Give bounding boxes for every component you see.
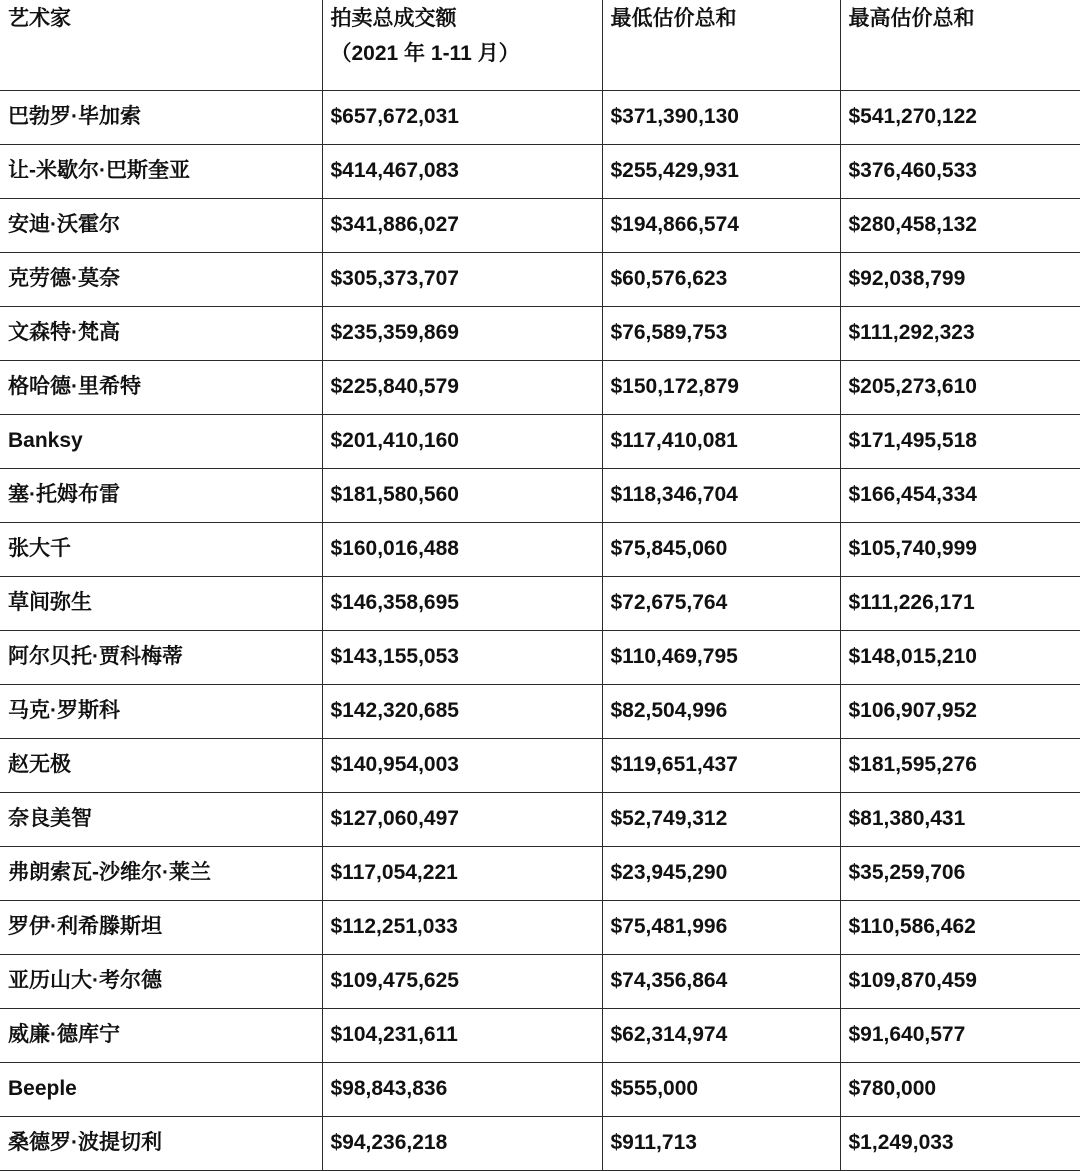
table-row (0, 739, 1080, 793)
cell-low-estimate: $52,749,312 (602, 793, 840, 847)
cell-high-estimate: $106,907,952 (840, 685, 1080, 739)
cell-artist: 弗朗索瓦-沙维尔·莱兰 (0, 847, 322, 901)
cell-total: $143,155,053 (322, 631, 602, 685)
cell-low-estimate: $150,172,879 (602, 361, 840, 415)
cell-high-estimate: $181,595,276 (840, 739, 1080, 793)
cell-low-estimate: $118,346,704 (602, 469, 840, 523)
cell-total: $235,359,869 (322, 307, 602, 361)
cell-low-estimate: $74,356,864 (602, 955, 840, 1009)
cell-high-estimate: $171,495,518 (840, 415, 1080, 469)
cell-total: $181,580,560 (322, 469, 602, 523)
cell-high-estimate: $205,273,610 (840, 361, 1080, 415)
cell-artist: 桑德罗·波提切利 (0, 1117, 322, 1171)
cell-total: $305,373,707 (322, 253, 602, 307)
column-header-high-estimate (840, 0, 1080, 91)
cell-low-estimate: $23,945,290 (602, 847, 840, 901)
column-header-total (322, 0, 602, 91)
cell-high-estimate: $780,000 (840, 1063, 1080, 1117)
cell-total: $225,840,579 (322, 361, 602, 415)
cell-low-estimate: $194,866,574 (602, 199, 840, 253)
cell-high-estimate: $109,870,459 (840, 955, 1080, 1009)
table-body (0, 91, 1080, 1171)
cell-total: $142,320,685 (322, 685, 602, 739)
cell-high-estimate: $376,460,533 (840, 145, 1080, 199)
cell-artist: 亚历山大·考尔德 (0, 955, 322, 1009)
table-row (0, 1009, 1080, 1063)
cell-high-estimate: $111,292,323 (840, 307, 1080, 361)
cell-total: $104,231,611 (322, 1009, 602, 1063)
cell-artist: 赵无极 (0, 739, 322, 793)
cell-high-estimate: $1,249,033 (840, 1117, 1080, 1171)
table-row (0, 145, 1080, 199)
cell-high-estimate: $111,226,171 (840, 577, 1080, 631)
table-row (0, 685, 1080, 739)
cell-total: $112,251,033 (322, 901, 602, 955)
column-header-artist-line-1: 艺术家 (8, 7, 71, 30)
cell-total: $94,236,218 (322, 1117, 602, 1171)
column-header-low-estimate (602, 0, 840, 91)
cell-total: $146,358,695 (322, 577, 602, 631)
cell-high-estimate: $92,038,799 (840, 253, 1080, 307)
column-header-artist (0, 0, 322, 91)
cell-low-estimate: $72,675,764 (602, 577, 840, 631)
cell-low-estimate: $119,651,437 (602, 739, 840, 793)
cell-low-estimate: $82,504,996 (602, 685, 840, 739)
table-row (0, 955, 1080, 1009)
cell-low-estimate: $911,713 (602, 1117, 840, 1171)
cell-high-estimate: $280,458,132 (840, 199, 1080, 253)
cell-low-estimate: $117,410,081 (602, 415, 840, 469)
cell-low-estimate: $62,314,974 (602, 1009, 840, 1063)
table-row (0, 361, 1080, 415)
table-row (0, 577, 1080, 631)
cell-total: $341,886,027 (322, 199, 602, 253)
cell-low-estimate: $75,845,060 (602, 523, 840, 577)
cell-artist: 格哈德·里希特 (0, 361, 322, 415)
table-row (0, 631, 1080, 685)
cell-artist: Banksy (0, 415, 322, 469)
cell-artist: 罗伊·利希滕斯坦 (0, 901, 322, 955)
cell-artist: 文森特·梵高 (0, 307, 322, 361)
column-header-high-estimate-line-1: 最高估价总和 (848, 7, 975, 30)
cell-artist: 草间弥生 (0, 577, 322, 631)
table-header (0, 0, 1080, 91)
cell-total: $109,475,625 (322, 955, 602, 1009)
table-row (0, 307, 1080, 361)
table-row (0, 523, 1080, 577)
column-header-total-line-2: （2021 年 1-11 月） (330, 41, 520, 65)
cell-artist: 塞·托姆布雷 (0, 469, 322, 523)
table-row (0, 1117, 1080, 1171)
cell-low-estimate: $555,000 (602, 1063, 840, 1117)
cell-low-estimate: $76,589,753 (602, 307, 840, 361)
cell-artist: 张大千 (0, 523, 322, 577)
cell-total: $160,016,488 (322, 523, 602, 577)
cell-total: $140,954,003 (322, 739, 602, 793)
cell-artist: 威廉·德库宁 (0, 1009, 322, 1063)
cell-high-estimate: $541,270,122 (840, 91, 1080, 145)
cell-artist: Beeple (0, 1063, 322, 1117)
cell-total: $201,410,160 (322, 415, 602, 469)
cell-artist: 马克·罗斯科 (0, 685, 322, 739)
cell-high-estimate: $91,640,577 (840, 1009, 1080, 1063)
cell-high-estimate: $35,259,706 (840, 847, 1080, 901)
cell-low-estimate: $110,469,795 (602, 631, 840, 685)
cell-high-estimate: $81,380,431 (840, 793, 1080, 847)
table-row (0, 847, 1080, 901)
cell-low-estimate: $75,481,996 (602, 901, 840, 955)
cell-total: $117,054,221 (322, 847, 602, 901)
table-row (0, 199, 1080, 253)
table-header-row (0, 0, 1080, 91)
cell-artist: 巴勃罗·毕加索 (0, 91, 322, 145)
cell-high-estimate: $148,015,210 (840, 631, 1080, 685)
table-row (0, 1063, 1080, 1117)
cell-total: $657,672,031 (322, 91, 602, 145)
cell-low-estimate: $60,576,623 (602, 253, 840, 307)
cell-high-estimate: $105,740,999 (840, 523, 1080, 577)
cell-artist: 奈良美智 (0, 793, 322, 847)
cell-total: $98,843,836 (322, 1063, 602, 1117)
cell-artist: 阿尔贝托·贾科梅蒂 (0, 631, 322, 685)
cell-high-estimate: $110,586,462 (840, 901, 1080, 955)
table-row (0, 469, 1080, 523)
table-row (0, 91, 1080, 145)
cell-artist: 安迪·沃霍尔 (0, 199, 322, 253)
cell-total: $127,060,497 (322, 793, 602, 847)
table-row (0, 253, 1080, 307)
table-row (0, 415, 1080, 469)
column-header-low-estimate-line-1: 最低估价总和 (610, 7, 737, 30)
table-row (0, 901, 1080, 955)
cell-high-estimate: $166,454,334 (840, 469, 1080, 523)
table-row (0, 793, 1080, 847)
cell-artist: 克劳德·莫奈 (0, 253, 322, 307)
cell-low-estimate: $255,429,931 (602, 145, 840, 199)
cell-low-estimate: $371,390,130 (602, 91, 840, 145)
cell-total: $414,467,083 (322, 145, 602, 199)
cell-artist: 让-米歇尔·巴斯奎亚 (0, 145, 322, 199)
column-header-total-line-1: 拍卖总成交额 (330, 7, 457, 30)
